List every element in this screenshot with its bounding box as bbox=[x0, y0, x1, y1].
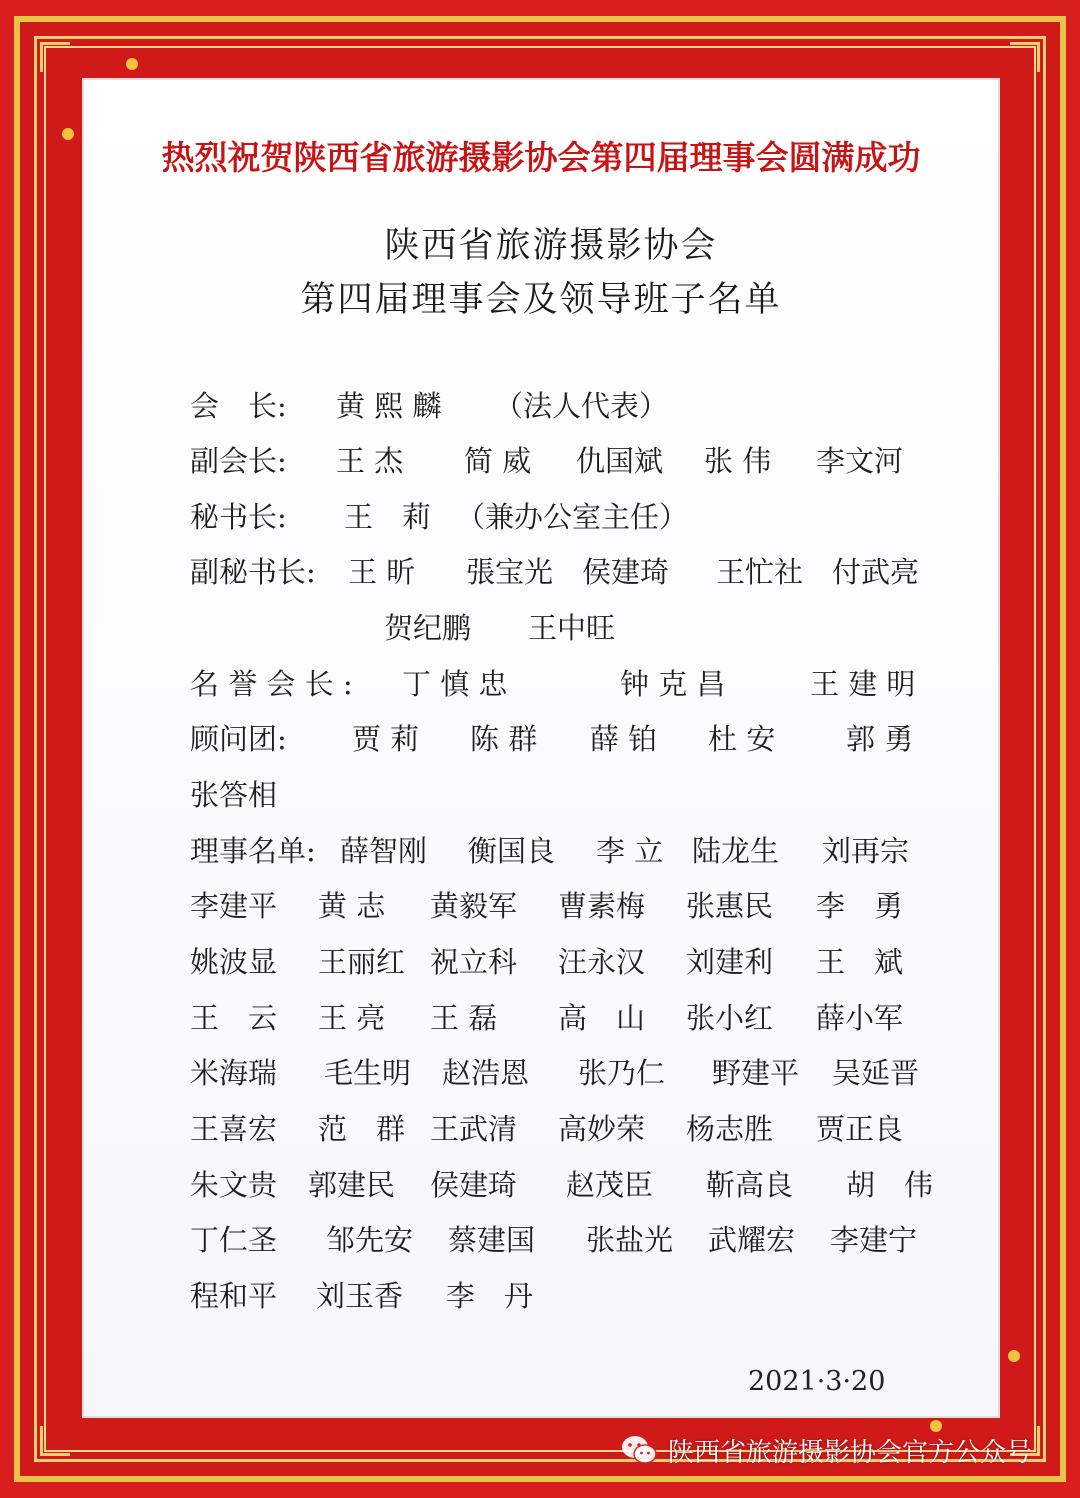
member-name: 王喜宏 bbox=[190, 1112, 278, 1146]
row-secretary-general bbox=[190, 495, 950, 537]
member-name: 邹先安 bbox=[326, 1223, 414, 1257]
member-name: 贾 莉 bbox=[352, 722, 420, 756]
corner-ornament bbox=[40, 42, 70, 72]
member-name: 简 威 bbox=[464, 444, 532, 478]
member-name: 钟 克 昌 bbox=[620, 667, 726, 701]
member-name: 祝立科 bbox=[430, 945, 518, 979]
member-name: 李 立 bbox=[596, 834, 664, 868]
role-label: 秘书长: bbox=[190, 500, 287, 534]
member-name: 李 丹 bbox=[446, 1279, 534, 1313]
member-name: 杨志胜 bbox=[686, 1112, 774, 1146]
member-name: 黄 熙 麟 bbox=[336, 389, 442, 423]
member-name: 丁仁圣 bbox=[190, 1223, 278, 1257]
wechat-icon bbox=[620, 1434, 658, 1466]
member-name: 贾正良 bbox=[816, 1112, 904, 1146]
row-directors-list bbox=[190, 1274, 950, 1316]
row-directors-list bbox=[190, 1218, 950, 1260]
member-name: 刘再宗 bbox=[822, 834, 910, 868]
gold-dot bbox=[62, 128, 74, 140]
member-name: 野建平 bbox=[712, 1056, 800, 1090]
row-advisors-cont bbox=[190, 773, 950, 815]
member-name: 赵浩恩 bbox=[442, 1056, 530, 1090]
member-name: 王 莉 bbox=[344, 500, 432, 534]
member-name: 薛小军 bbox=[816, 1001, 904, 1035]
member-name: 李 勇 bbox=[816, 889, 904, 923]
member-name: 张 伟 bbox=[704, 444, 772, 478]
role-label: 副会长: bbox=[190, 444, 287, 478]
member-name: 王忙社 bbox=[716, 555, 804, 589]
member-name: 王 斌 bbox=[816, 945, 904, 979]
member-name: 贺纪鹏 bbox=[384, 611, 472, 645]
member-name: 付武亮 bbox=[832, 555, 920, 589]
member-name: 刘玉香 bbox=[316, 1279, 404, 1313]
role-label: 副秘书长: bbox=[190, 555, 316, 589]
row-directors-list bbox=[190, 996, 950, 1038]
member-name: 张乃仁 bbox=[578, 1056, 666, 1090]
member-name: 王 建 明 bbox=[810, 667, 916, 701]
row-directors-list bbox=[190, 1163, 950, 1205]
member-name: 毛生明 bbox=[324, 1056, 412, 1090]
member-name: 郭建民 bbox=[308, 1168, 396, 1202]
member-name: 王 磊 bbox=[430, 1001, 498, 1035]
member-name: 刘建利 bbox=[686, 945, 774, 979]
member-name: 陆龙生 bbox=[692, 834, 780, 868]
role-label: 名 誉 会 长 : bbox=[190, 667, 353, 701]
member-name: 高 山 bbox=[558, 1001, 646, 1035]
member-name: 薛 铂 bbox=[590, 722, 658, 756]
member-name: 丁 慎 忠 bbox=[402, 667, 508, 701]
member-name: 李建平 bbox=[190, 889, 278, 923]
member-name: 王丽红 bbox=[318, 945, 406, 979]
member-note: （法人代表） bbox=[494, 389, 669, 423]
watermark-text: 陕西省旅游摄影协会官方公众号 bbox=[668, 1437, 1033, 1468]
row-directors-list bbox=[190, 884, 950, 926]
member-name: 侯建琦 bbox=[430, 1168, 518, 1202]
member-name: 黄 志 bbox=[318, 889, 386, 923]
member-name: 程和平 bbox=[190, 1279, 278, 1313]
member-name: 蔡建国 bbox=[448, 1223, 536, 1257]
document-title: 陕西省旅游摄影协会 bbox=[384, 226, 718, 266]
member-name: 杜 安 bbox=[708, 722, 776, 756]
member-name: 张答相 bbox=[190, 778, 278, 812]
document-paper bbox=[84, 80, 998, 1416]
member-name: 赵茂臣 bbox=[566, 1168, 654, 1202]
member-name: 王 昕 bbox=[348, 555, 416, 589]
row-vice-presidents bbox=[190, 439, 950, 481]
member-name: 張宝光 bbox=[466, 555, 554, 589]
member-name: 姚波显 bbox=[190, 945, 278, 979]
member-name: 薛智刚 bbox=[340, 834, 428, 868]
member-name: 衡国良 bbox=[468, 834, 556, 868]
gold-dot bbox=[126, 58, 138, 70]
document-subtitle: 第四届理事会及领导班子名单 bbox=[300, 280, 782, 320]
member-name: 靳高良 bbox=[706, 1168, 794, 1202]
member-name: 范 群 bbox=[318, 1112, 406, 1146]
row-deputy-secretaries bbox=[190, 550, 950, 592]
member-name: 曹素梅 bbox=[558, 889, 646, 923]
banner-title: 热烈祝贺陕西省旅游摄影协会第四届理事会圆满成功 bbox=[161, 138, 921, 177]
member-name: 张盐光 bbox=[586, 1223, 674, 1257]
row-deputy-secretaries-cont bbox=[190, 606, 950, 648]
member-name: 朱文贵 bbox=[190, 1168, 278, 1202]
member-name: 郭 勇 bbox=[846, 722, 914, 756]
member-name: 高妙荣 bbox=[558, 1112, 646, 1146]
member-name: 李建宁 bbox=[830, 1223, 918, 1257]
member-note: （兼办公室主任） bbox=[456, 500, 689, 534]
member-name: 张小红 bbox=[686, 1001, 774, 1035]
member-name: 米海瑞 bbox=[190, 1056, 278, 1090]
role-label: 顾问团: bbox=[190, 722, 287, 756]
member-name: 李文河 bbox=[816, 444, 904, 478]
row-directors-list bbox=[190, 1107, 950, 1149]
member-name: 张惠民 bbox=[686, 889, 774, 923]
member-name: 仇国斌 bbox=[576, 444, 664, 478]
wechat-watermark bbox=[620, 1430, 1032, 1470]
member-name: 吴延晋 bbox=[832, 1056, 920, 1090]
row-directors-list bbox=[190, 940, 950, 982]
member-name: 王中旺 bbox=[528, 611, 616, 645]
member-name: 武耀宏 bbox=[708, 1223, 796, 1257]
role-label: 理事名单: bbox=[190, 834, 316, 868]
corner-ornament bbox=[40, 1426, 70, 1456]
row-directors bbox=[190, 829, 950, 871]
member-name: 王武清 bbox=[430, 1112, 518, 1146]
row-directors-list bbox=[190, 1051, 950, 1093]
member-name: 侯建琦 bbox=[582, 555, 670, 589]
member-name: 王 亮 bbox=[318, 1001, 386, 1035]
corner-ornament bbox=[1010, 42, 1040, 72]
issue-date: 2021·3·20 bbox=[748, 1366, 886, 1397]
member-name: 陈 群 bbox=[470, 722, 538, 756]
member-name: 黄毅军 bbox=[430, 889, 518, 923]
member-name: 胡 伟 bbox=[846, 1168, 934, 1202]
row-honorary-presidents bbox=[190, 662, 950, 704]
member-name: 王 杰 bbox=[336, 444, 404, 478]
row-advisors bbox=[190, 717, 950, 759]
gold-dot bbox=[1008, 1350, 1020, 1362]
member-name: 王 云 bbox=[190, 1001, 278, 1035]
row-president bbox=[190, 384, 950, 426]
role-label: 会 长: bbox=[190, 389, 287, 423]
member-name: 汪永汉 bbox=[558, 945, 646, 979]
